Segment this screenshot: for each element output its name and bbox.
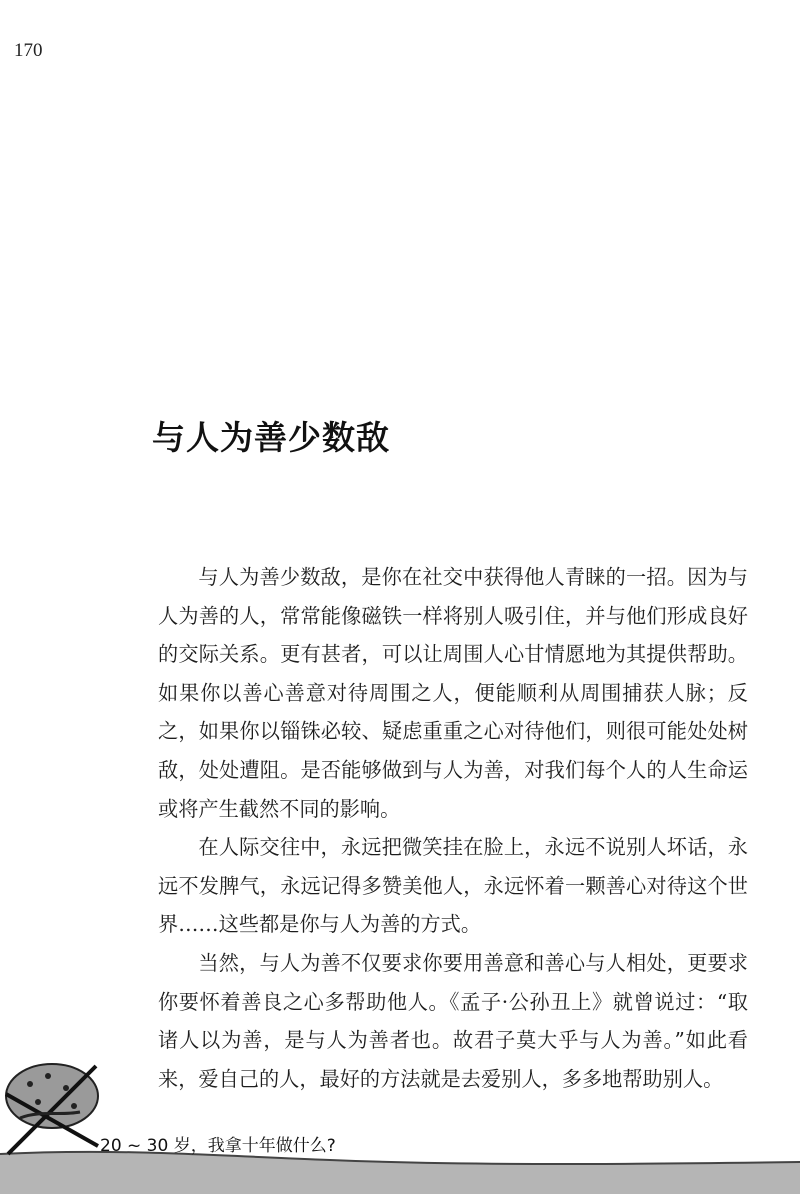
footer-decoration-icon: [0, 1054, 110, 1164]
paragraph: 与人为善少数敌，是你在社交中获得他人青睐的一招。因为与人为善的人，常常能像磁铁一样将别人吸引住，并与他们形成良好的交际关系。更有甚者，可以让周围人心甘情愿地为其提供帮助。如果你以善心善意对待周围之人，便能顺利从周围捕获人脉；反之，如果你以锱铢必较、疑虑重重之心对待他们，则很可能处处树敌，处处遭阻。是否能够做到与人为善，对我们每个人的人生命运或将产生截然不同的影响。: [158, 565, 748, 821]
page-number: 170: [14, 40, 43, 61]
body-text: [158, 558, 748, 1098]
paragraph: 当然，与人为善不仅要求你要用善意和善心与人相处，更要求你要怀着善良之心多帮助他人。《孟子·公孙丑上》就曾说过：“取诸人以为善，是与人为善者也。故君子莫大乎与人为善。”如此看来，爱自己的人，最好的方法就是去爱别人，多多地帮助别人。: [158, 950, 748, 1091]
paragraph: 在人际交往中，永远把微笑挂在脸上，永远不说别人坏话，永远不发脾气，永远记得多赞美他人，永远怀着一颗善心对待这个世界……这些都是你与人为善的方式。: [158, 835, 748, 937]
chapter-title: 与人为善少数敌: [152, 418, 390, 457]
footer-text: 20 ~ 30 岁，我拿十年做什么?: [100, 1136, 336, 1156]
